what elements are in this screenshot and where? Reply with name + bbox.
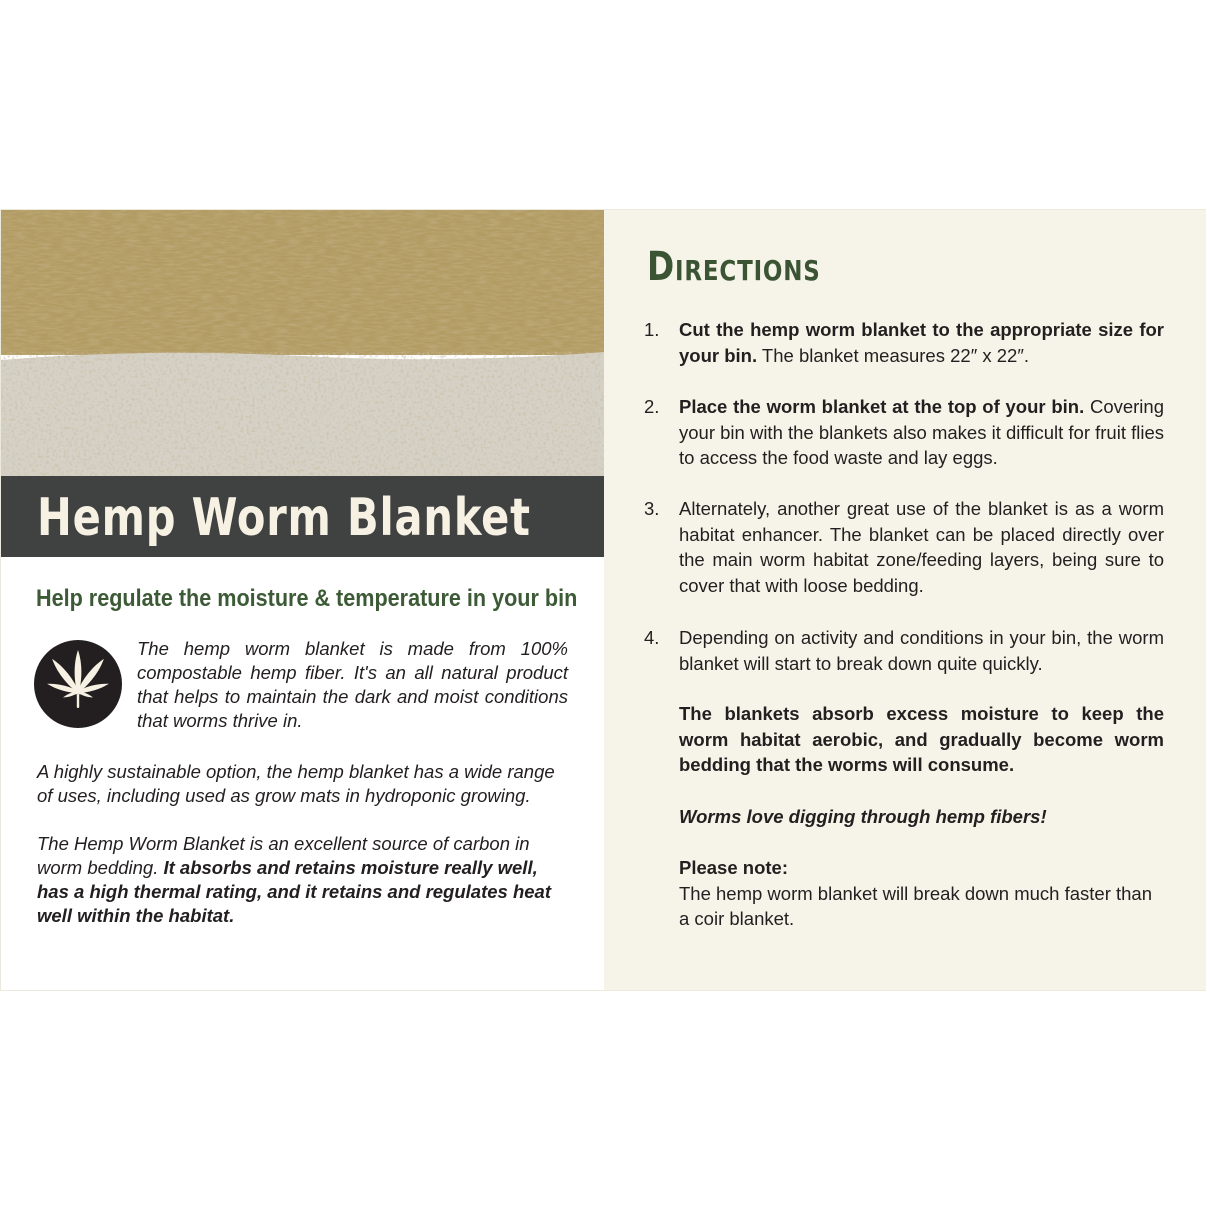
product-card [0,209,1206,991]
hemp-blanket-photo [1,210,604,476]
step-number: 4. [644,627,660,648]
tagline: Help regulate the moisture & temperature in your bin [36,585,578,612]
step-text [679,496,1164,598]
absorb-note: The blankets absorb excess moisture to keep the worm habitat aerobic, and gradually become worm bedding that the worms will consume. [679,703,1164,775]
carbon-text: The Hemp Worm Blanket is an excellent source of carbon in worm bedding. [37,833,530,878]
title-banner [1,476,604,557]
step-bold: Cut the hemp worm blanket to the appropriate size for your bin. [679,319,1164,366]
please-note-label: Please note: [679,857,788,878]
step-body: The blanket measures 22″ x 22″. [757,344,1030,366]
step-number: 1. [644,319,660,340]
step-bold: Place the worm blanket at the top of your bin. [679,396,1085,417]
product-title: Hemp Worm Blanket [37,488,531,548]
sustainable-paragraph: A highly sustainable option, the hemp blanket has a wide range of uses, including used as grow mats in hydroponic growing. [37,761,555,806]
carbon-paragraph [37,832,570,928]
left-panel [1,210,604,990]
carbon-bold-text: It absorbs and retains moisture really well, has a high thermal rating, and it retains and regulates heat well within the habitat. [37,857,552,926]
step-text [679,317,1164,368]
step-text [679,625,1164,676]
please-note [679,855,1164,932]
hemp-texture-image [1,210,604,476]
please-note-text: The hemp worm blanket will break down much faster than a coir blanket. [679,882,1152,929]
step-number: 3. [644,498,660,519]
step-body: Alternately, another great use of the blanket is as a worm habitat enhancer. The blanket can be placed directly over the main worm habitat zone/feeding layers, being sure to cover that with loose bedding. [679,498,1164,596]
intro-paragraph: The hemp worm blanket is made from 100% compostable hemp fiber. It's an all natural product that helps to maintain the dark and moist conditions that worms thrive in. [137,638,568,731]
worms-note: Worms love digging through hemp fibers! [679,806,1047,827]
step-number: 2. [644,396,660,417]
directions-title: Directions [647,244,821,290]
step-text [679,394,1164,471]
cannabis-leaf-icon [34,640,122,728]
step-body: Depending on activity and conditions in your bin, the worm blanket will start to break down quite quickly. [679,627,1164,674]
right-panel [604,210,1206,990]
step-body: Covering your bin with the blankets also makes it difficult for fruit flies to access the food waste and lay eggs. [679,396,1164,468]
